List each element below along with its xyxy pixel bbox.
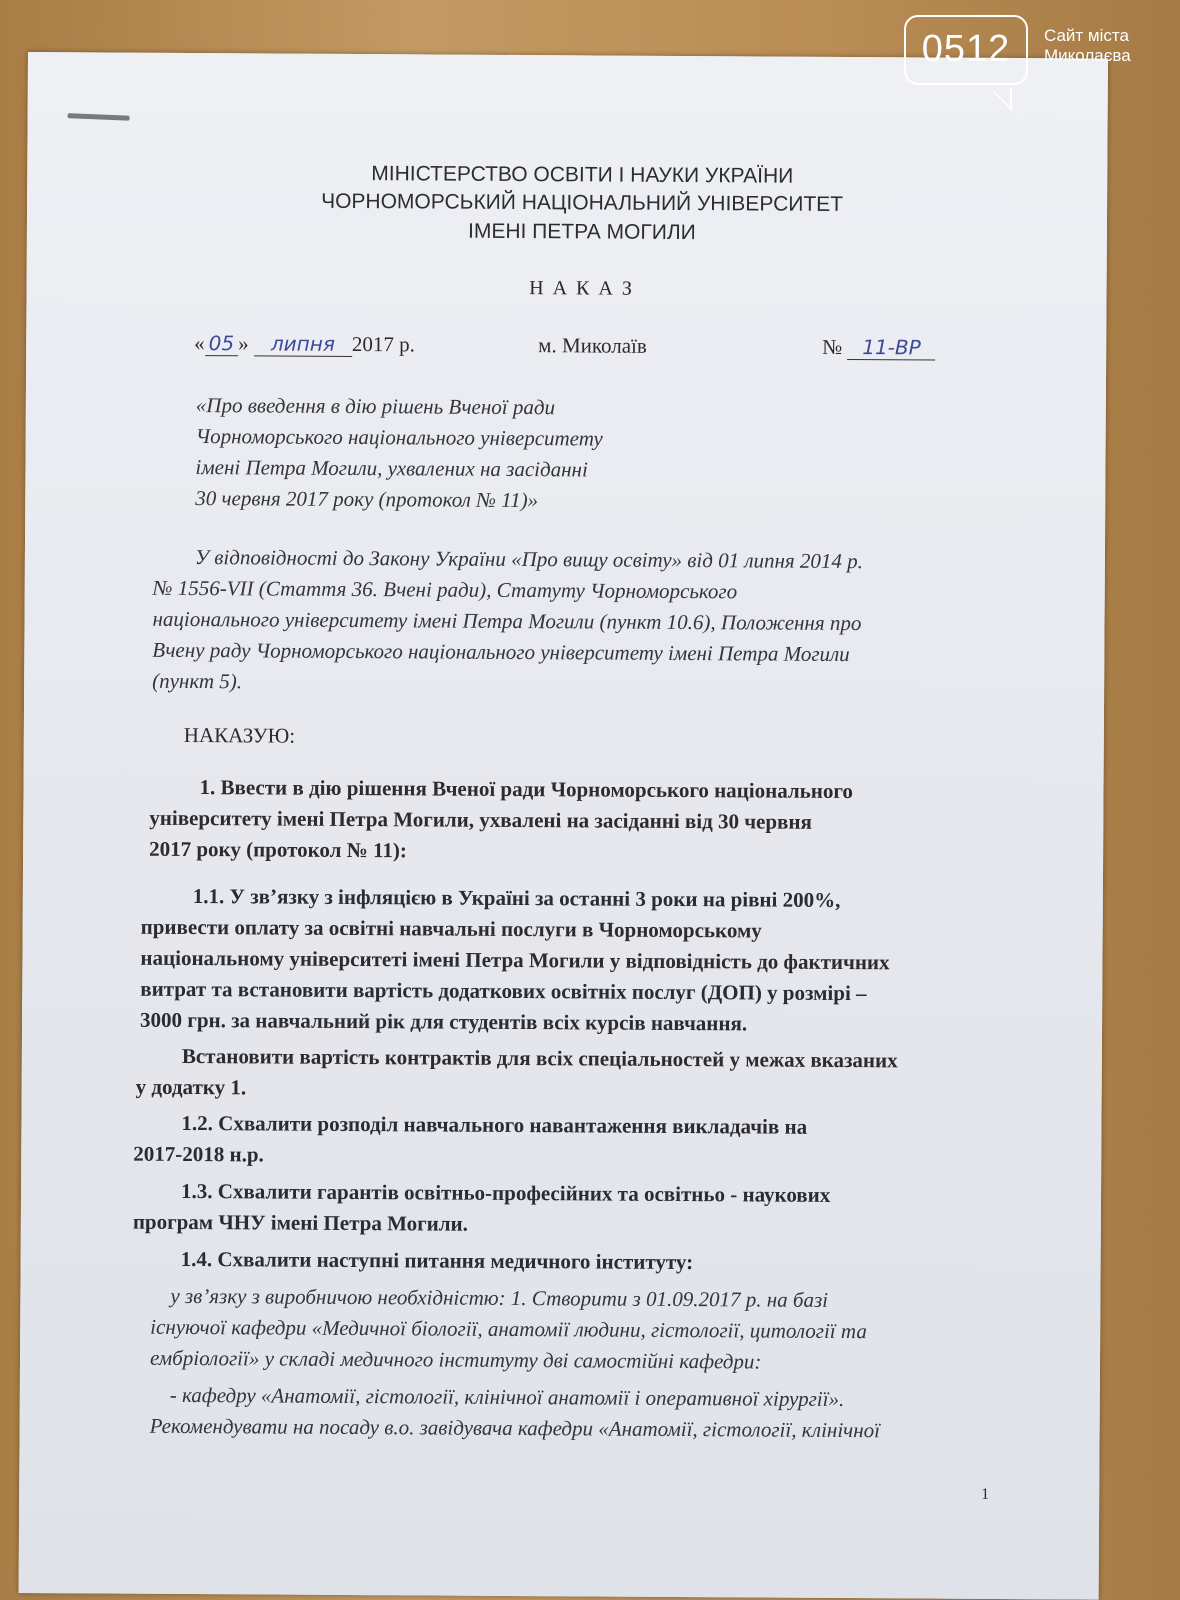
document-page	[19, 52, 1108, 1600]
body-line: 1.2. Схвалити розподіл навчального навантаження викладачів на	[181, 1110, 808, 1139]
doc-type-title: Н А К А З	[529, 277, 634, 300]
body-line: існуючої кафедри «Медичної біології, анатомії людини, гістології, цитології та	[150, 1314, 867, 1344]
preamble-line: (пункт 5).	[152, 668, 243, 694]
header-university-name: ІМЕНІ ПЕТРА МОГИЛИ	[467, 219, 696, 245]
preamble-line: національного університету імені Петра Могили (пункт 10.6), Положення про	[152, 606, 862, 636]
body-line: національному університеті імені Петра Могили у відповідність до фактичних	[140, 945, 890, 975]
body-line: 2017 року (протокол № 11):	[149, 836, 407, 863]
site-caption	[1044, 26, 1131, 66]
preamble-line: № 1556-VII (Стаття 36. Вчені ради), Статуту Чорноморського	[152, 575, 738, 604]
order-number	[822, 335, 935, 361]
order-date	[194, 331, 415, 357]
date-month: липня	[254, 331, 352, 357]
header-university: ЧОРНОМОРСЬКИЙ НАЦІОНАЛЬНИЙ УНІВЕРСИТЕТ	[321, 189, 844, 216]
date-day: 05	[205, 331, 239, 356]
date-close-quote: »	[238, 331, 249, 356]
body-line: витрат та встановити вартість додаткових освітніх послуг (ДОП) у розмірі –	[140, 976, 867, 1006]
subject-line: 30 червня 2017 року (протокол № 11)»	[195, 486, 539, 513]
body-line: привести оплату за освітні навчальні послуги в Чорноморському	[140, 914, 762, 943]
header-ministry: МІНІСТЕРСТВО ОСВІТИ І НАУКИ УКРАЇНИ	[371, 162, 794, 188]
date-open-quote: «	[194, 331, 205, 356]
preamble-line: У відповідності до Закону України «Про вищу освіту» від 01 липня 2014 р.	[194, 545, 864, 574]
order-city: м. Миколаїв	[538, 333, 647, 358]
body-line: 1.1. У зв’язку з інфляцією в Україні за останні 3 роки на рівні 200%,	[192, 884, 841, 912]
order-heading: НАКАЗУЮ:	[183, 722, 296, 748]
number-value: 11-ВР	[847, 335, 935, 361]
site-caption-line: Сайт міста	[1044, 26, 1129, 45]
body-line: 1.3. Схвалити гарантів освітньо-професійних та освітньо - наукових	[180, 1178, 831, 1207]
body-line: програм ЧНУ імені Петра Могили.	[132, 1209, 469, 1236]
body-line: ембріології» у складі медичного інституту дві самостійні кафедри:	[149, 1345, 762, 1374]
body-line: Встановити вартість контрактів для всіх спеціальностей у межах вказаних	[181, 1043, 898, 1073]
subject-line: «Про введення в дію рішень Вченої ради	[195, 393, 556, 420]
site-logo: 0512	[904, 15, 1028, 85]
body-line: у зв’язку з виробничою необхідністю: 1. Створити з 01.09.2017 р. на базі	[170, 1283, 829, 1312]
page-number: 1	[981, 1485, 990, 1503]
body-line: 2017-2018 н.р.	[133, 1141, 264, 1167]
pen-mark	[68, 113, 130, 121]
number-label: №	[822, 334, 843, 359]
body-line: 3000 грн. за навчальний рік для студентів всіх курсів навчання.	[140, 1007, 748, 1036]
body-line: у додатку 1.	[135, 1074, 247, 1100]
subject-line: Чорноморського національного університету	[195, 424, 603, 451]
body-line: Рекомендувати на посаду в.о. завідувача кафедри «Анатомії, гістології, клінічної	[149, 1413, 881, 1443]
body-line: - кафедру «Анатомії, гістології, клінічної анатомії і оперативної хірургії».	[169, 1382, 845, 1412]
body-line: 1. Ввести в дію рішення Вченої ради Чорноморського національного	[199, 775, 854, 804]
site-caption-line: Миколаєва	[1044, 46, 1131, 65]
body-line: університету імені Петра Могили, ухвалені на засіданні від 30 червня	[149, 805, 812, 834]
preamble-line: Вчену раду Чорноморського національного університету імені Петра Могили	[152, 637, 850, 667]
body-line: 1.4. Схвалити наступні питання медичного інституту:	[180, 1246, 694, 1275]
date-year: 2017 р.	[351, 331, 415, 357]
subject-line: імені Петра Могили, ухвалених на засіданні	[195, 455, 588, 482]
